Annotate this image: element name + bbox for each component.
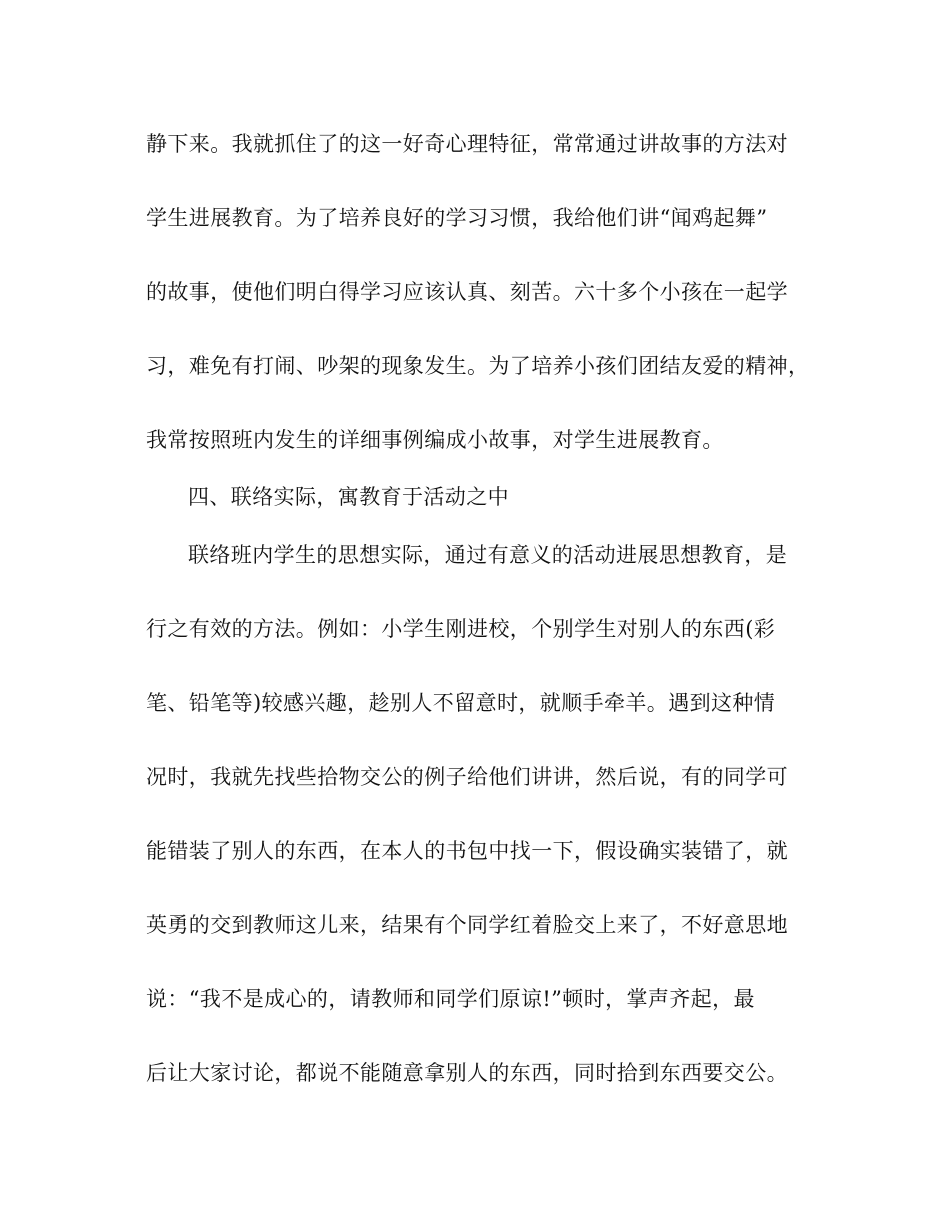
paragraph-line: 英勇的交到教师这儿来，结果有个同学红着脸交上来了，不好意思地 (146, 913, 788, 937)
paragraph-line: 静下来。我就抓住了的这一好奇心理特征，常常通过讲故事的方法对 (146, 132, 788, 156)
paragraph-line: 联络班内学生的思想实际，通过有意义的活动进展思想教育，是 (188, 543, 788, 567)
paragraph-line: 况时，我就先找些拾物交公的例子给他们讲讲，然后说，有的同学可 (146, 765, 788, 789)
paragraph-line: 能错装了别人的东西，在本人的书包中找一下，假设确实装错了，就 (146, 839, 788, 863)
paragraph-line: 说：“我不是成心的，请教师和同学们原谅!”顿时，掌声齐起，最 (146, 987, 755, 1011)
section-heading: 四、联络实际，寓教育于活动之中 (188, 485, 509, 509)
paragraph-line: 行之有效的方法。例如：小学生刚进校，个别学生对别人的东西(彩 (146, 617, 776, 641)
paragraph-line: 我常按照班内发生的详细事例编成小故事，对学生进展教育。 (146, 428, 724, 452)
paragraph-line: 习，难免有打闹、吵架的现象发生。为了培养小孩们团结友爱的精神， (146, 354, 810, 378)
paragraph-line: 的故事，使他们明白得学习应该认真、刻苦。六十多个小孩在一起学 (146, 280, 788, 304)
paragraph-line: 后让大家讨论，都说不能随意拿别人的东西，同时拾到东西要交公。 (146, 1061, 788, 1085)
paragraph-line: 笔、铅笔等)较感兴趣，趁别人不留意时，就顺手牵羊。遇到这种情 (146, 691, 776, 715)
paragraph-line: 学生进展教育。为了培养良好的学习习惯，我给他们讲“闻鸡起舞” (146, 206, 768, 230)
